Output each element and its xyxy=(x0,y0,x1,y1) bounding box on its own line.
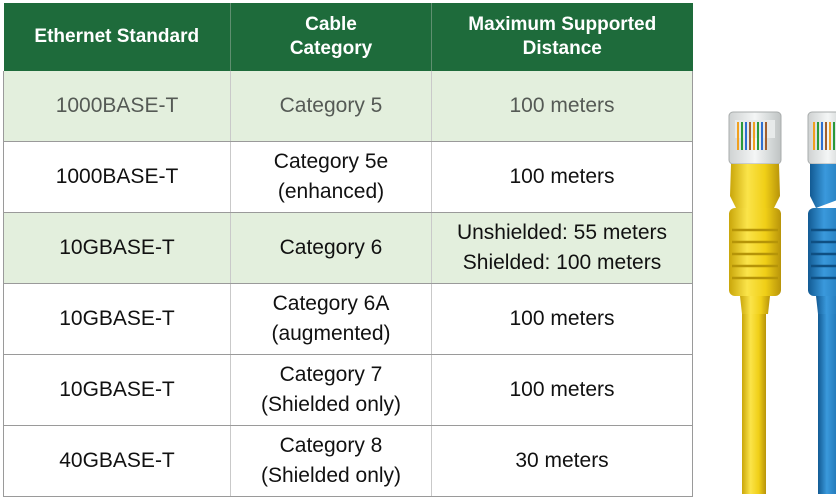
table-row xyxy=(4,355,693,426)
header-cable-category: Cable Category xyxy=(231,3,432,71)
ethernet-cables-icon xyxy=(712,100,836,494)
cell-category: Category 6 xyxy=(231,213,432,284)
table-row xyxy=(4,284,693,355)
cell-distance: 30 meters xyxy=(432,426,693,497)
header-max-distance: Maximum Supported Distance xyxy=(432,3,693,71)
cell-distance: 100 meters xyxy=(432,284,693,355)
cell-category: Category 5 xyxy=(231,71,432,142)
cell-standard: 1000BASE-T xyxy=(4,142,231,213)
ethernet-standards-table-container xyxy=(3,3,692,497)
table-row xyxy=(4,142,693,213)
table-row xyxy=(4,213,693,284)
cell-distance: 100 meters xyxy=(432,71,693,142)
cell-distance: 100 meters xyxy=(432,355,693,426)
cell-standard: 1000BASE-T xyxy=(4,71,231,142)
cell-category: Category 8 (Shielded only) xyxy=(231,426,432,497)
table-row xyxy=(4,71,693,142)
yellow-cable xyxy=(729,112,781,494)
cell-distance: Unshielded: 55 meters Shielded: 100 meters xyxy=(432,213,693,284)
blue-cable xyxy=(808,112,836,494)
ethernet-standards-table xyxy=(3,3,693,497)
cell-distance: 100 meters xyxy=(432,142,693,213)
cell-standard: 10GBASE-T xyxy=(4,355,231,426)
cell-category: Category 6A (augmented) xyxy=(231,284,432,355)
cell-standard: 10GBASE-T xyxy=(4,213,231,284)
header-ethernet-standard: Ethernet Standard xyxy=(4,3,231,71)
cell-standard: 10GBASE-T xyxy=(4,284,231,355)
table-row xyxy=(4,426,693,497)
cell-category: Category 7 (Shielded only) xyxy=(231,355,432,426)
table-header-row xyxy=(4,3,693,71)
cell-standard: 40GBASE-T xyxy=(4,426,231,497)
cell-category: Category 5e (enhanced) xyxy=(231,142,432,213)
